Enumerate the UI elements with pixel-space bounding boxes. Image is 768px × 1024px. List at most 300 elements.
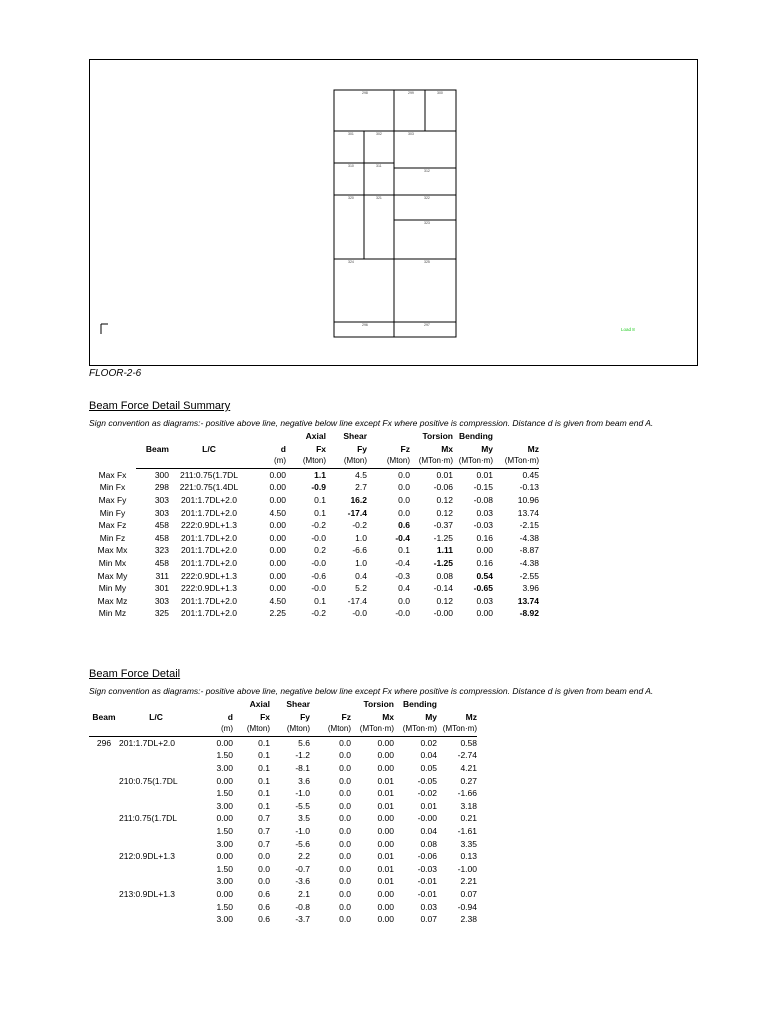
cell-fy: 2.1 xyxy=(298,888,310,899)
summary-note: Sign convention as diagrams:- positive above line, negative below line except Fx where positive is compression. Distance d is given from beam end A. xyxy=(89,418,654,428)
cell-fy: -1.2 xyxy=(295,750,310,761)
cell-beam: 311 xyxy=(155,570,169,581)
cell-fy: -0.8 xyxy=(295,901,310,912)
cell-fy: 16.2 xyxy=(350,494,367,505)
row-label: Max My xyxy=(97,570,128,581)
axes-icon xyxy=(101,324,108,334)
cell-mz: 4.21 xyxy=(460,762,477,773)
cell-lc: 222:0.9DL+1.3 xyxy=(180,583,237,594)
detail-group-header-row xyxy=(89,698,477,711)
cell-fx: 0.1 xyxy=(258,788,270,799)
summary-row xyxy=(89,607,539,620)
cell-beam: 325 xyxy=(154,608,169,619)
unit-my: (MTon·m) xyxy=(453,455,493,468)
cell-beam: 296 xyxy=(96,737,112,748)
cell-my: -0.06 xyxy=(417,851,437,862)
summary-row xyxy=(89,519,539,532)
cell-d: 0.00 xyxy=(269,469,286,480)
cell-fz: 0.0 xyxy=(339,876,351,887)
cell-lc: 201:1.7DL+2.0 xyxy=(119,737,176,748)
cell-my: -0.05 xyxy=(417,775,437,786)
cell-mx: 0.01 xyxy=(436,469,453,480)
cell-mz: 0.58 xyxy=(460,737,477,748)
cell-beam xyxy=(89,913,119,926)
cell-beam xyxy=(89,825,119,838)
cell-fz: 0.0 xyxy=(339,825,351,836)
row-label: Min Fz xyxy=(99,532,126,543)
cell-mz: -1.61 xyxy=(457,825,477,836)
cell-mz: 0.27 xyxy=(460,775,477,786)
summary-column-header-row xyxy=(89,443,539,456)
cell-d: 1.50 xyxy=(216,863,233,874)
cell-my: -0.00 xyxy=(417,813,437,824)
cell-fx: 0.1 xyxy=(314,507,326,518)
cell-fy: -3.6 xyxy=(295,876,310,887)
cell-d: 3.00 xyxy=(216,914,233,925)
cell-fz: 0.0 xyxy=(339,888,351,899)
cell-fy: 2.7 xyxy=(355,482,367,493)
cell-fx: 0.6 xyxy=(258,901,270,912)
row-label: Min Fx xyxy=(99,482,126,493)
cell-lc xyxy=(119,863,193,876)
cell-lc xyxy=(119,762,193,775)
cell-mx: 0.00 xyxy=(377,762,394,773)
cell-d: 0.00 xyxy=(216,775,233,786)
group-shear: Shear xyxy=(286,699,310,709)
cell-my: -0.01 xyxy=(417,888,437,899)
beam-label: 301 xyxy=(348,132,354,136)
cell-fz: 0.0 xyxy=(398,507,410,518)
cell-my: -0.03 xyxy=(473,520,493,531)
cell-my: 0.16 xyxy=(476,532,493,543)
cell-fy: -17.4 xyxy=(347,595,367,606)
cell-mx: 0.00 xyxy=(377,838,394,849)
summary-units-row xyxy=(89,455,539,468)
cell-lc xyxy=(119,825,193,838)
cell-fz: 0.0 xyxy=(339,863,351,874)
cell-my: 0.04 xyxy=(420,750,437,761)
cell-lc: 222:0.9DL+1.3 xyxy=(180,520,237,531)
cell-beam: 458 xyxy=(154,520,169,531)
cell-beam xyxy=(89,775,119,788)
cell-my: 0.00 xyxy=(476,545,493,556)
cell-my: -0.65 xyxy=(473,583,493,594)
cell-mx: 0.01 xyxy=(377,788,394,799)
cell-mz: -1.66 xyxy=(457,788,477,799)
cell-fx: 0.0 xyxy=(258,851,270,862)
row-label: Min Fy xyxy=(99,507,126,518)
group-axial: Axial xyxy=(249,699,270,709)
detail-row xyxy=(89,736,477,749)
cell-beam: 303 xyxy=(154,494,169,505)
summary-row xyxy=(89,544,539,557)
cell-fx: -0.9 xyxy=(311,482,326,493)
summary-row xyxy=(89,481,539,494)
detail-body xyxy=(89,736,477,925)
cell-d: 0.00 xyxy=(269,532,286,543)
cell-mz: 0.07 xyxy=(460,888,477,899)
floor-plan-svg xyxy=(90,60,699,367)
cell-fx: 0.6 xyxy=(258,914,270,925)
cell-lc xyxy=(119,838,193,851)
unit-d: (m) xyxy=(249,455,286,468)
cell-mx: -0.06 xyxy=(433,482,453,493)
cell-my: -0.15 xyxy=(473,482,493,493)
cell-lc xyxy=(119,875,193,888)
cell-mz: -8.92 xyxy=(519,608,539,619)
col-fx: Fx xyxy=(316,443,326,454)
cell-fx: 0.1 xyxy=(258,750,270,761)
cell-beam xyxy=(89,812,119,825)
cell-d: 0.00 xyxy=(269,494,286,505)
cell-beam: 303 xyxy=(154,595,169,606)
diagram-caption: FLOOR-2-6 xyxy=(89,368,142,379)
detail-row xyxy=(89,838,477,851)
cell-mx: -1.25 xyxy=(433,557,453,568)
detail-row xyxy=(89,787,477,800)
cell-lc: 222:0.9DL+1.3 xyxy=(180,570,237,581)
summary-body xyxy=(89,468,539,620)
cell-my: 0.16 xyxy=(476,557,493,568)
cell-mx: -1.25 xyxy=(433,532,453,543)
beam-label: 302 xyxy=(376,132,382,136)
cell-beam xyxy=(89,762,119,775)
detail-units-row xyxy=(89,723,477,736)
cell-mx: 0.01 xyxy=(377,775,394,786)
cell-fz: 0.0 xyxy=(398,595,410,606)
col-d: d xyxy=(280,443,286,454)
unit-mx: (MTon·m) xyxy=(410,455,453,468)
unit-fz: (Mton) xyxy=(310,723,351,736)
detail-row xyxy=(89,901,477,914)
cell-fx: 0.0 xyxy=(258,876,270,887)
cell-mx: 0.08 xyxy=(436,570,453,581)
detail-row xyxy=(89,775,477,788)
cell-fx: -0.0 xyxy=(311,532,326,543)
cell-d: 4.50 xyxy=(269,507,286,518)
cell-fx: 0.0 xyxy=(258,863,270,874)
cell-mz: -0.94 xyxy=(457,901,477,912)
cell-fy: 5.6 xyxy=(298,737,310,748)
cell-fy: 3.5 xyxy=(298,813,310,824)
cell-d: 1.50 xyxy=(216,825,233,836)
detail-row xyxy=(89,863,477,876)
cell-d: 2.25 xyxy=(269,608,286,619)
col-beam: Beam xyxy=(92,711,116,722)
cell-lc: 211:0.75(1.7DL xyxy=(119,813,177,824)
cell-fx: 0.7 xyxy=(258,838,270,849)
cell-fz: 0.0 xyxy=(339,788,351,799)
detail-table xyxy=(89,698,477,926)
detail-row xyxy=(89,825,477,838)
cell-d: 0.00 xyxy=(269,520,286,531)
cell-lc xyxy=(119,800,193,813)
cell-fy: -5.6 xyxy=(295,838,310,849)
cell-fz: 0.0 xyxy=(339,762,351,773)
col-d: d xyxy=(227,711,233,722)
beam-label: 311 xyxy=(376,164,382,168)
cell-my: 0.01 xyxy=(476,469,493,480)
cell-fx: 0.1 xyxy=(258,775,270,786)
cell-lc xyxy=(119,749,193,762)
cell-beam xyxy=(89,838,119,851)
col-mx: Mx xyxy=(441,443,453,454)
cell-beam xyxy=(89,800,119,813)
unit-fx: (Mton) xyxy=(233,723,270,736)
beam-label: 323 xyxy=(424,221,430,225)
summary-row xyxy=(89,570,539,583)
cell-mz: 3.35 xyxy=(460,838,477,849)
unit-mz: (MTon·m) xyxy=(493,455,539,468)
cell-d: 0.00 xyxy=(269,557,286,568)
cell-my: 0.03 xyxy=(420,901,437,912)
cell-mx: 0.12 xyxy=(436,494,453,505)
cell-lc: 201:1.7DL+2.0 xyxy=(180,494,237,505)
beam-lines xyxy=(334,90,456,337)
row-label: Max Fy xyxy=(98,494,127,505)
cell-fy: -0.0 xyxy=(352,608,367,619)
cell-mz: 0.13 xyxy=(460,851,477,862)
cell-fy: -1.0 xyxy=(295,788,310,799)
cell-mx: 0.12 xyxy=(436,507,453,518)
cell-fy: 2.2 xyxy=(298,851,310,862)
cell-lc: 201:1.7DL+2.0 xyxy=(180,532,237,543)
cell-fz: 0.0 xyxy=(339,838,351,849)
cell-mx: 0.01 xyxy=(377,851,394,862)
beam-label: 300 xyxy=(437,91,443,95)
detail-row xyxy=(89,850,477,863)
beam-label: 325 xyxy=(424,260,430,264)
cell-mz: -8.87 xyxy=(519,545,539,556)
cell-my: 0.01 xyxy=(420,800,437,811)
beam-label: 299 xyxy=(408,91,414,95)
cell-beam xyxy=(89,901,119,914)
cell-d: 0.00 xyxy=(216,851,233,862)
detail-column-header-row xyxy=(89,711,477,724)
cell-mz: -2.55 xyxy=(519,570,539,581)
cell-fz: 0.0 xyxy=(339,813,351,824)
beam-label: 298 xyxy=(362,91,368,95)
cell-fz: 0.0 xyxy=(339,800,351,811)
row-label: Max Mx xyxy=(97,545,128,556)
cell-d: 4.50 xyxy=(269,595,286,606)
cell-mz: 3.96 xyxy=(522,583,539,594)
cell-mz: -4.38 xyxy=(519,532,539,543)
cell-fx: 0.6 xyxy=(258,888,270,899)
cell-lc xyxy=(119,901,193,914)
cell-mx: -0.14 xyxy=(433,583,453,594)
cell-fx: -0.0 xyxy=(311,583,326,594)
cell-fy: 1.0 xyxy=(355,557,367,568)
cell-mx: 0.01 xyxy=(377,800,394,811)
cell-my: 0.54 xyxy=(476,570,493,581)
cell-fy: 3.6 xyxy=(298,775,310,786)
cell-lc: 201:1.7DL+2.0 xyxy=(180,608,237,619)
cell-d: 3.00 xyxy=(216,800,233,811)
summary-group-header-row xyxy=(89,430,539,443)
summary-row xyxy=(89,468,539,481)
cell-fx: 0.1 xyxy=(314,595,326,606)
col-mx: Mx xyxy=(382,711,394,722)
unit-fx: (Mton) xyxy=(286,455,326,468)
row-label: Min My xyxy=(98,583,127,594)
detail-row xyxy=(89,875,477,888)
cell-mz: 2.21 xyxy=(460,876,477,887)
cell-d: 0.00 xyxy=(216,737,233,748)
beam-label: 297 xyxy=(424,323,430,327)
cell-d: 0.00 xyxy=(269,545,286,556)
detail-row xyxy=(89,800,477,813)
cell-beam: 458 xyxy=(154,557,169,568)
cell-fy: 5.2 xyxy=(355,583,367,594)
cell-my: -0.08 xyxy=(473,494,493,505)
cell-mz: -1.00 xyxy=(457,863,477,874)
cell-fz: 0.0 xyxy=(339,737,351,748)
cell-mz: -4.38 xyxy=(519,557,539,568)
cell-beam xyxy=(89,875,119,888)
cell-d: 1.50 xyxy=(216,750,233,761)
cell-my: 0.08 xyxy=(420,838,437,849)
cell-my: 0.03 xyxy=(476,507,493,518)
cell-mz: 13.74 xyxy=(517,595,539,606)
cell-beam xyxy=(89,850,119,863)
cell-mx: -0.00 xyxy=(433,608,453,619)
cell-lc: 210:0.75(1.7DL xyxy=(119,775,178,786)
cell-mx: 0.00 xyxy=(377,737,394,748)
cell-fy: -8.1 xyxy=(295,762,310,773)
cell-fx: -0.2 xyxy=(311,608,326,619)
cell-fx: 1.1 xyxy=(314,469,326,480)
cell-d: 0.00 xyxy=(269,482,286,493)
cell-mz: -2.15 xyxy=(519,520,539,531)
cell-lc: 212:0.9DL+1.3 xyxy=(119,851,176,862)
beam-label: 303 xyxy=(408,132,414,136)
row-label: Max Fx xyxy=(98,469,127,480)
cell-fx: 0.1 xyxy=(258,737,270,748)
cell-fz: 0.0 xyxy=(398,494,410,505)
cell-fz: -0.4 xyxy=(395,532,410,543)
cell-beam xyxy=(89,863,119,876)
cell-fx: -0.0 xyxy=(311,557,326,568)
cell-lc xyxy=(119,913,193,926)
cell-beam: 300 xyxy=(154,469,169,480)
beam-label: 296 xyxy=(362,323,368,327)
cell-fy: -0.2 xyxy=(352,520,367,531)
cell-mz: 10.96 xyxy=(517,494,539,505)
detail-note: Sign convention as diagrams:- positive above line, negative below line except Fx where positive is compression. Distance d is given from beam end A. xyxy=(89,686,654,696)
group-shear: Shear xyxy=(343,431,367,441)
detail-row xyxy=(89,749,477,762)
beam-label: 324 xyxy=(348,260,354,264)
unit-mx: (MTon·m) xyxy=(351,723,394,736)
beam-label: 321 xyxy=(376,196,382,200)
beam-label: 312 xyxy=(424,169,430,173)
cell-my: 0.00 xyxy=(476,608,493,619)
cell-d: 0.00 xyxy=(269,583,286,594)
cell-fz: 0.0 xyxy=(339,750,351,761)
summary-row xyxy=(89,532,539,545)
cell-fy: -1.0 xyxy=(295,825,310,836)
summary-row xyxy=(89,494,539,507)
cell-my: -0.03 xyxy=(417,863,437,874)
col-lc: L/C xyxy=(149,711,163,722)
col-fy: Fy xyxy=(300,711,310,722)
cell-fx: -0.6 xyxy=(311,570,326,581)
col-fx: Fx xyxy=(260,711,270,722)
cell-my: 0.03 xyxy=(476,595,493,606)
col-mz: Mz xyxy=(465,711,477,722)
cell-fz: -0.0 xyxy=(395,608,410,619)
cell-mz: 13.74 xyxy=(517,507,539,518)
beam-label: 322 xyxy=(424,196,430,200)
cell-mx: -0.37 xyxy=(433,520,453,531)
cell-lc: 201:1.7DL+2.0 xyxy=(180,545,237,556)
cell-fy: -3.7 xyxy=(295,914,310,925)
summary-row xyxy=(89,582,539,595)
cell-d: 0.00 xyxy=(216,888,233,899)
group-axial: Axial xyxy=(305,431,326,441)
cell-mx: 0.01 xyxy=(377,876,394,887)
row-label: Max Fz xyxy=(98,520,127,531)
detail-title: Beam Force Detail xyxy=(89,668,181,680)
cell-fx: -0.2 xyxy=(311,520,326,531)
cell-my: 0.05 xyxy=(420,762,437,773)
cell-my: 0.07 xyxy=(420,914,437,925)
cell-beam: 301 xyxy=(154,583,169,594)
group-bending: Bending xyxy=(403,699,437,709)
cell-fy: 1.0 xyxy=(355,532,367,543)
cell-fx: 0.7 xyxy=(258,825,270,836)
cell-mx: 0.00 xyxy=(377,914,394,925)
cell-my: 0.04 xyxy=(420,825,437,836)
cell-fy: 4.5 xyxy=(355,469,367,480)
cell-fy: -6.6 xyxy=(352,545,367,556)
cell-fz: 0.0 xyxy=(339,914,351,925)
cell-mz: 0.45 xyxy=(522,469,539,480)
cell-d: 3.00 xyxy=(216,876,233,887)
cell-beam xyxy=(89,888,119,901)
cell-lc: 201:1.7DL+2.0 xyxy=(180,595,237,606)
cell-d: 0.00 xyxy=(216,813,233,824)
cell-beam xyxy=(89,749,119,762)
unit-fy: (Mton) xyxy=(270,723,310,736)
cell-fx: 0.1 xyxy=(258,762,270,773)
group-torsion: Torsion xyxy=(422,431,453,441)
cell-fz: -0.4 xyxy=(395,557,410,568)
beam-label: 310 xyxy=(348,164,354,168)
cell-d: 3.00 xyxy=(216,762,233,773)
col-my: My xyxy=(481,443,493,454)
cell-fy: 0.4 xyxy=(355,570,367,581)
col-fz: Fz xyxy=(400,443,410,454)
cell-fx: 0.1 xyxy=(314,494,326,505)
cell-beam xyxy=(89,787,119,800)
unit-mz: (MTon·m) xyxy=(437,723,477,736)
cell-fz: 0.0 xyxy=(339,775,351,786)
group-torsion: Torsion xyxy=(363,699,394,709)
cell-mz: 3.18 xyxy=(460,800,477,811)
row-label: Min Mx xyxy=(98,557,127,568)
floor-plan-diagram xyxy=(89,59,698,366)
cell-fz: 0.0 xyxy=(339,901,351,912)
cell-d: 0.00 xyxy=(269,570,286,581)
cell-beam: 298 xyxy=(154,482,169,493)
cell-beam: 323 xyxy=(154,545,169,556)
cell-lc: 201:1.7DL+2.0 xyxy=(180,557,237,568)
unit-fy: (Mton) xyxy=(326,455,367,468)
summary-row xyxy=(89,595,539,608)
cell-lc: 211:0.75(1.7DL xyxy=(180,469,238,480)
